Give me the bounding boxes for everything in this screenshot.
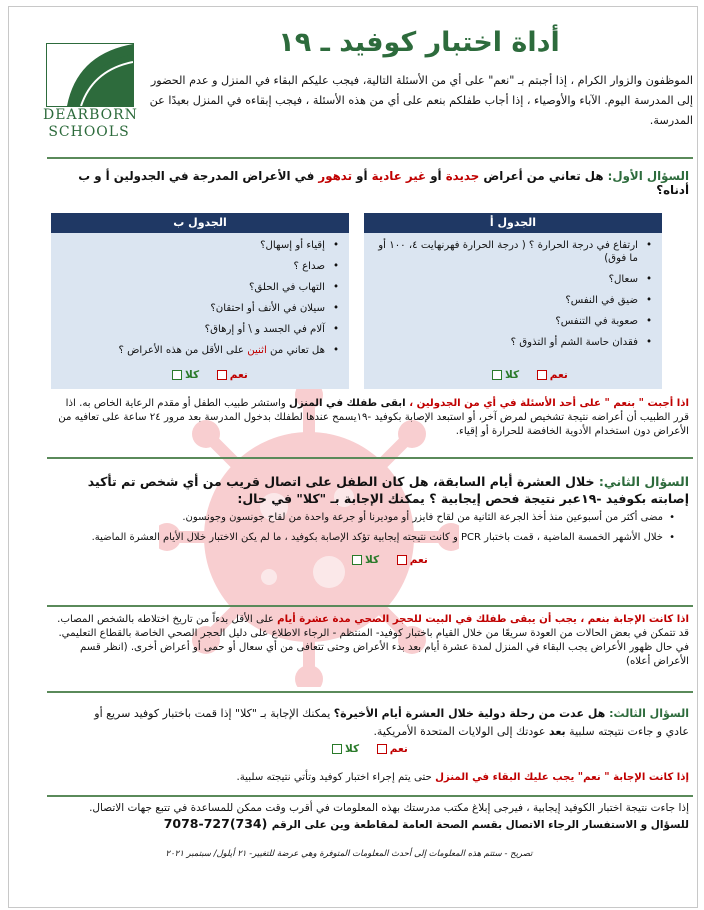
q1-worse: تدهور [318, 169, 353, 183]
q2-yes-label: نعم [409, 554, 428, 566]
page-title: أداة اختبار كوفيد ـ ١٩ [278, 27, 560, 58]
q2-text: خلال العشرة أيام السابقة، هل كان الطفل على اتصال قريب من أي شخص تم تأكيد إصابته بكوفيد -١٩عبر نتيجة فحص إيجابية ؟ يمكنك الإجابة بـ "كلا" في حال: [87, 474, 689, 506]
note3-red: إذا كانت الإجابة " نعم" يجب عليك البقاء في المنزل [435, 772, 689, 783]
note2-red: اذا كانت الإجابة بنعم ، يجب أن يبقى طفلك في البيت للحجر الصحي مدة عشرة أيام [277, 614, 689, 625]
symptom-fever: • ارتفاع في درجة الحرارة ؟ ( درجة الحرارة فهرنهايت ٤، ١٠٠ أو ما فوق) [370, 239, 652, 265]
table-a-yes-label: نعم [549, 369, 568, 381]
q1-unusual: غير عادية [371, 169, 427, 183]
symptom-loss-taste-smell: • فقدان حاسة الشم أو التذوق ؟ [370, 336, 652, 349]
note1-text: واستشر طبيب الطفل أو مقدم الرعاية الخاص به. اذا قرر الطبيب أن أعراضه نتيجة تشخيص لمرض آخر، أو استبعد الإصابة بكوفيد -١٩يسمح عندها لطفلك بدخول المدرسة بعد مرور ٢٤ ساعة على تعافيه من الأعراض دون استخدام الأدوية الخافضة للحرارة أو إقياء. [58, 398, 689, 437]
q1-or-a: أو [426, 169, 446, 183]
q3-bold: هل عدت من رحلة دولية خلال العشرة أيام الأخيرة؟ [333, 707, 610, 720]
table-a-answers [489, 369, 568, 381]
table-b-yes-label: نعم [229, 369, 248, 381]
symptom-two-or-more [57, 344, 339, 357]
note1-bold: ابقى طفلك في المنزل [289, 398, 410, 409]
contact-note [49, 801, 689, 833]
q2-exception-vaccinated: • مضى أكثر من أسبوعين منذ أخذ الجرعة الثانية من لقاح فايزر أو موديرنا أو جرعة واحدة من لقاح جونسون وجونسون. [49, 511, 679, 525]
divider-note2 [47, 605, 693, 607]
table-b-no-checkbox[interactable] [172, 370, 182, 380]
question-two [69, 473, 689, 507]
contact-phone: (734)727-7078 [163, 816, 272, 831]
divider-top [47, 157, 693, 159]
contact-bold: للسؤال و الاستفسار الرجاء الاتصال بقسم الصحة العامة لمقاطعة وين على الرقم [271, 819, 689, 831]
q2-answers [349, 554, 428, 566]
q3-label: السؤال الثالث: [609, 707, 689, 720]
q1-or-b: أو [352, 169, 372, 183]
q1-text-a: هل تعاني من أعراض [479, 169, 608, 183]
divider-q2 [47, 457, 693, 459]
divider-q3 [47, 691, 693, 693]
q3-text-a: يمكنك الإجابة بـ "كلا" إذا قمت باختبار كوفيد سريع أو عادي و جاءت نتيجته سلبية [94, 707, 689, 738]
note3-text: حتى يتم إجراء اختبار كوفيد وتأتي نتيجته سلبية. [236, 772, 436, 783]
q1-text-b: في الأعراض المدرجة في الجدولين أ و ب أدناه؟ [78, 169, 689, 197]
q2-exceptions-list [49, 511, 679, 551]
table-b-header: الجدول ب [51, 213, 349, 233]
question-three [69, 705, 689, 741]
q3-answers [329, 743, 408, 755]
table-a-no-label: كلا [505, 369, 520, 381]
note1-red: اذا أجبت " بنعم " على أحد الأسئلة في أي من الجدولين ، [409, 398, 689, 409]
logo-text-schools: SCHOOLS [48, 124, 130, 140]
dearborn-schools-logo [43, 43, 138, 161]
two-symptoms-emph: اثنين [247, 345, 267, 356]
q1-new: جديدة [445, 169, 480, 183]
table-b-list [51, 233, 349, 357]
two-symptoms-suffix: على الأقل من هذه الأعراض ؟ [118, 345, 248, 356]
symptom-shortness-breath: • ضيق في النفس؟ [370, 294, 652, 307]
q3-yes-label: نعم [389, 743, 408, 755]
table-a [364, 213, 662, 389]
q2-yes-checkbox[interactable] [397, 555, 407, 565]
q3-no-label: كلا [345, 743, 360, 755]
symptom-body-aches: • آلام في الجسد و \ أو إرهاق؟ [57, 323, 339, 336]
table-a-list [364, 233, 662, 349]
two-symptoms-prefix: هل تعاني من [266, 345, 325, 356]
note-three [49, 771, 689, 785]
symptom-sore-throat: • التهاب في الحلق؟ [57, 281, 339, 294]
table-a-yes-checkbox[interactable] [537, 370, 547, 380]
table-b-no-label: كلا [185, 369, 200, 381]
divider-final [47, 795, 693, 797]
contact-text: إذا جاءت نتيجة اختبار الكوفيد إيجابية ، فيرجى إبلاغ مكتب مدرستك بهذه المعلومات في أقرب وقت ممكن للمساعدة في تتبع جهات الاتصال. [89, 802, 689, 814]
q3-text-b: عودتك إلى الولايات المتحدة الأمريكية. [373, 725, 549, 738]
question-one [69, 169, 689, 197]
symptom-cough: • سعال؟ [370, 273, 652, 286]
table-a-header: الجدول أ [364, 213, 662, 233]
table-b-answers [169, 369, 248, 381]
table-a-no-checkbox[interactable] [492, 370, 502, 380]
note-one [49, 397, 689, 439]
symptom-difficulty-breathing: • صعوبة في التنفس؟ [370, 315, 652, 328]
table-b-yes-checkbox[interactable] [217, 370, 227, 380]
logo-mark [46, 43, 134, 107]
q2-no-label: كلا [365, 554, 380, 566]
table-b [51, 213, 349, 389]
q2-no-checkbox[interactable] [352, 555, 362, 565]
q2-label: السؤال الثاني: [598, 474, 689, 489]
logo-text-dearborn: DEARBORN [43, 107, 138, 123]
q3-after: بعد [548, 725, 566, 738]
q3-no-checkbox[interactable] [332, 744, 342, 754]
q2-exception-pcr: • خلال الأشهر الخمسة الماضية ، قمت باختبار PCR و كانت نتيجته إيجابية تؤكد الإصابة بكوفيد ، ما لم يكن الاختبار خلال الأيام العشرة الماضية. [49, 531, 679, 545]
note2-text: على الأقل بدءاً من تاريخ اختلاطه بالشخص المصاب. قد تتمكن في بعض الحالات من العودة سريعًا من خلال القيام باختبار كوفيد- المنتظم - الرجاء الاطلاع على دليل الحجر الصحي الخاصة بالقطاع التعليمي. في حال ظهور الأعراض يجب البقاء في المنزل لمدة عشرة أيام بعد بدء الأعراض وحتى تتعافى من أي سعال أو حمى أو أعراض أخرى. (انظر قسم الأعراض أعلاه) [57, 614, 689, 667]
symptom-vomiting: • إقياء أو إسهال؟ [57, 239, 339, 252]
document-page [8, 6, 698, 908]
footer-disclaimer: تصريح - ستتم هذه المعلومات إلى أحدث المعلومات المتوفرة وهي عرضة للتغيير- ٢١ أيلول/ سبتمبر ٢٠٢١ [165, 849, 533, 859]
intro-paragraph: الموظفون والزوار الكرام ، إذا أجبتم بـ "نعم" على أي من الأسئلة التالية، فيجب عليكم البقاء في المنزل و عدم الحضور إلى المدرسة اليوم. الآباء والأوصياء ، إذا أجاب طفلكم بنعم على أي من هذه الأسئلة ، فيجب إبقاءه في المنزل بعيدًا عن المدرسة. [149, 74, 693, 127]
symptom-headache: • صداع ؟ [57, 260, 339, 273]
note-two [49, 613, 689, 669]
q1-label: السؤال الأول: [607, 169, 689, 183]
q3-yes-checkbox[interactable] [377, 744, 387, 754]
symptom-runny-nose: • سيلان في الأنف أو احتقان؟ [57, 302, 339, 315]
